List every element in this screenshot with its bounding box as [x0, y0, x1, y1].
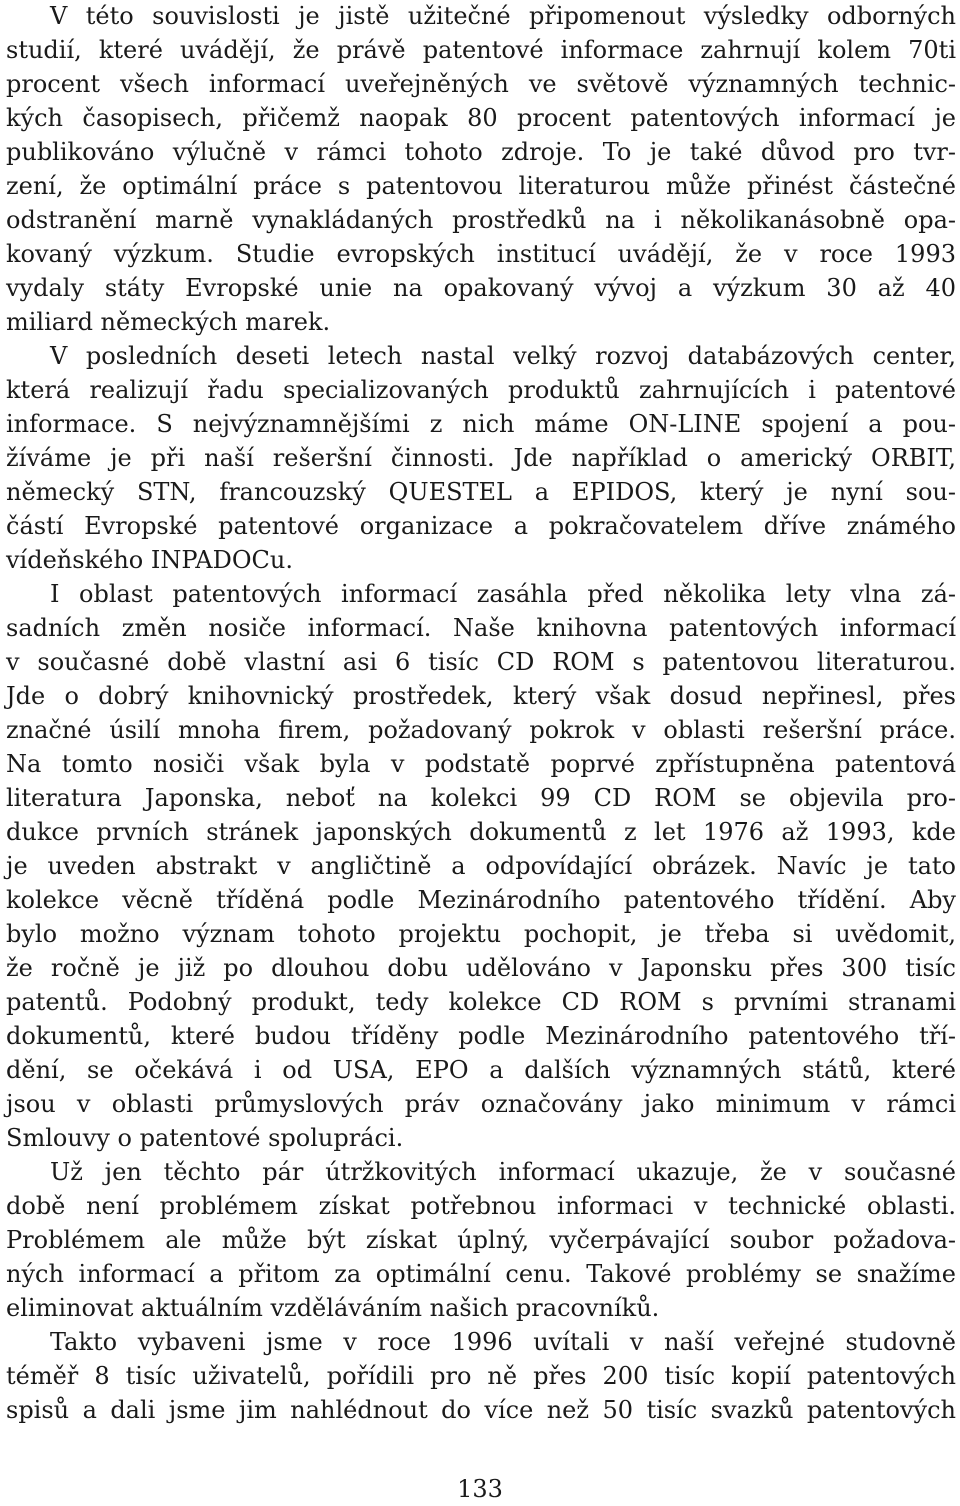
text-line: Takto vybaveni jsme v roce 1996 uvítali v naší veřejné studovně [50, 1328, 956, 1356]
text-line: dokumentů, které budou tříděny podle Mezinárodního patentového tří- [6, 1022, 956, 1050]
page-number: 133 [457, 1475, 503, 1503]
text-line: kých časopisech, přičemž naopak 80 procent patentových informací je [6, 104, 956, 132]
text-line: kolekce věcně tříděná podle Mezinárodního patentového třídění. Aby [6, 886, 956, 914]
text-line: miliard německých marek. [6, 308, 331, 336]
text-line: žíváme je při naší rešeršní činnosti. Jde například o americký ORBIT, [6, 444, 956, 472]
text-line: částí Evropské patentové organizace a pokračovatelem dříve známého [6, 512, 956, 540]
text-line: informace. S nejvýznamnějšími z nich máme ON-LINE spojení a pou- [6, 410, 956, 438]
text-line: že ročně je již po dlouhou dobu udělováno v Japonsku přes 300 tisíc [6, 954, 956, 982]
text-line: literatura Japonska, neboť na kolekci 99 CD ROM se objevila pro- [6, 784, 956, 812]
text-line: sadních změn nosiče informací. Naše knihovna patentových informací [6, 614, 956, 642]
text-line: která realizují řadu specializovaných produktů zahrnujících i patentové [6, 376, 956, 404]
text-line: Jde o dobrý knihovnický prostředek, který však dosud nepřinesl, přes [6, 682, 956, 710]
text-line: době není problémem získat potřebnou informaci v technické oblasti. [6, 1192, 956, 1220]
text-line: vydaly státy Evropské unie na opakovaný vývoj a výzkum 30 až 40 [6, 274, 956, 302]
text-line: v současné době vlastní asi 6 tisíc CD ROM s patentovou literaturou. [6, 648, 956, 676]
text-line: publikováno výlučně v rámci tohoto zdroje. To je také důvod pro tvr- [6, 138, 956, 166]
text-line: německý STN, francouzský QUESTEL a EPIDOS, který je nyní sou- [6, 478, 956, 506]
text-line: značné úsilí mnoha firem, požadovaný pokrok v oblasti rešeršní práce. [6, 716, 956, 744]
text-line: Problémem ale může být získat úplný, vyčerpávající soubor požadova- [6, 1226, 956, 1254]
text-line: ných informací a přitom za optimální cenu. Takové problémy se snažíme [6, 1260, 956, 1288]
text-line: V této souvislosti je jistě užitečné připomenout výsledky odborných [50, 2, 956, 30]
text-line: patentů. Podobný produkt, tedy kolekce CD ROM s prvními stranami [6, 988, 956, 1016]
text-line: Na tomto nosiči však byla v podstatě poprvé zpřístupněna patentová [6, 750, 956, 778]
text-line: procent všech informací uveřejněných ve světově významných technic- [6, 70, 956, 98]
text-line: odstranění marně vynakládaných prostředků na i několikanásobně opa- [6, 206, 956, 234]
text-line: Už jen těchto pár útržkovitých informací ukazuje, že v současné [50, 1158, 956, 1186]
text-line: jsou v oblasti průmyslových práv označovány jako minimum v rámci [6, 1090, 956, 1118]
text-line: bylo možno význam tohoto projektu pochopit, je třeba si uvědomit, [6, 920, 956, 948]
text-line: je uveden abstrakt v angličtině a odpovídající obrázek. Navíc je tato [6, 852, 956, 880]
text-line: studií, které uvádějí, že právě patentové informace zahrnují kolem 70ti [6, 36, 956, 64]
text-line: V posledních deseti letech nastal velký rozvoj databázových center, [50, 342, 956, 370]
text-line: eliminovat aktuálním vzděláváním našich pracovníků. [6, 1294, 660, 1322]
text-line: vídeňského INPADOCu. [6, 546, 293, 574]
text-line: kovaný výzkum. Studie evropských institucí uvádějí, že v roce 1993 [6, 240, 956, 268]
text-line: I oblast patentových informací zasáhla před několika lety vlna zá- [50, 580, 956, 608]
text-line: spisů a dali jsme jim nahlédnout do více než 50 tisíc svazků patentových [6, 1396, 956, 1424]
text-line: zení, že optimální práce s patentovou literaturou může přinést částečné [6, 172, 956, 200]
text-line: dění, se očekává i od USA, EPO a dalších významných států, které [6, 1056, 956, 1084]
text-line: téměř 8 tisíc uživatelů, pořídili pro ně přes 200 tisíc kopií patentových [6, 1362, 956, 1390]
text-line: Smlouvy o patentové spolupráci. [6, 1124, 404, 1152]
text-line: dukce prvních stránek japonských dokumentů z let 1976 až 1993, kde [6, 818, 956, 846]
